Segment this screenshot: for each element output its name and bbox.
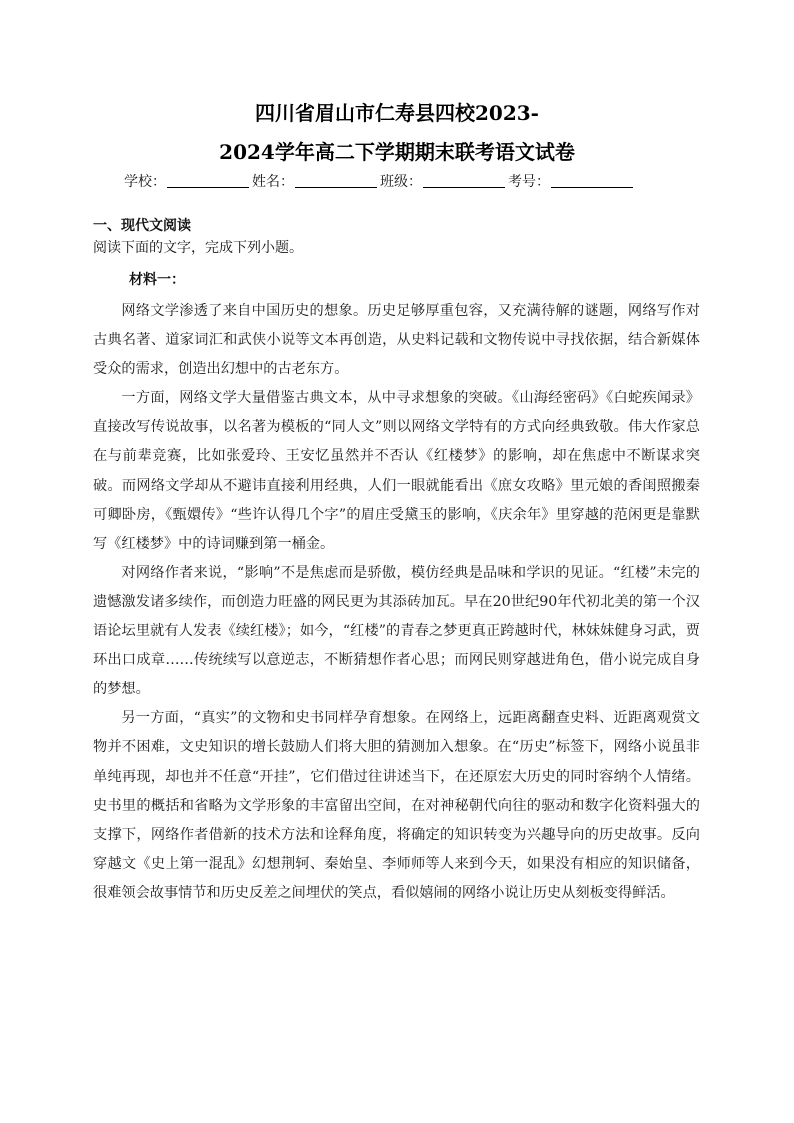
paragraph-2: 一方面，网络文学大量借鉴古典文本，从中寻求想象的突破。《山海经密码》《白蛇疾闻录》直接改写传说故事，以名著为模板的“同人文”则以网络文学特有的方式向经典致敬。伟大作家总在与前辈竞赛，比如张爱玲、王安忆虽然并不否认《红楼梦》的影响，却在焦虑中不断谋求突破。而网络文学却从不避讳直接利用经典，人们一眼就能看出《庶女攻略》里元娘的香闺照搬秦可卿卧房，《甄嬛传》“些许认得几个字”的眉庄受黛玉的影响，《庆余年》里穿越的范闲更是靠默写《红楼梦》中的诗词赚到第一桶金。 bbox=[93, 390, 700, 552]
reading-instruction: 阅读下面的文字，完成下列小题。 bbox=[93, 240, 303, 256]
paragraph-3: 对网络作者来说，“影响”不是焦虑而是骄傲，模仿经典是品味和学识的见证。“红楼”未完的遗憾激发诸多续作，而创造力旺盛的网民更为其添砖加瓦。早在20世纪90年代初北美的第一个汉语论坛里就有人发表《续红楼》；如今，“红楼”的青春之梦更真正跨越时代，林妹妹健身习武，贾环出口成章……传统续写以意逆志，不断猜想作者心思；而网民则穿越进角色，借小说完成自身的梦想。 bbox=[93, 564, 700, 698]
class-field bbox=[380, 170, 508, 194]
paragraph-4: 另一方面，“真实”的文物和史书同样孕育想象。在网络上，远距离翻查史料、近距离观赏文物并不困难，文史知识的增长鼓励人们将大胆的猜测加入想象。在“历史”标签下，网络小说虽非单纯再现，却也并不任意“开挂”，它们借过往讲述当下，在还原宏大历史的同时容纳个人情绪。史书里的概括和省略为文学形象的丰富留出空间，在对神秘朝代向往的驱动和数字化资料强大的支撑下，网络作者借新的技术方法和诠释角度，将确定的知识转变为兴趣导向的历史故事。反向穿越文《史上第一混乱》幻想荆轲、秦始皇、李师师等人来到今天，如果没有相应的知识储备，很难领会故事情节和历史反差之间埋伏的笑点，看似嬉闹的网络小说让历史从刻板变得鲜活。 bbox=[93, 710, 700, 901]
exam-title-line-2: 2024学年高二下学期期末联考语文试卷 bbox=[219, 140, 575, 164]
material-label: 材料一： bbox=[129, 272, 185, 288]
name-blank[interactable] bbox=[295, 173, 377, 188]
paragraph-1: 网络文学渗透了来自中国历史的想象。历史足够厚重包容，又充满待解的谜题，网络写作对古典名著、道家词汇和武侠小说等文本再创造，从史料记载和文物传说中寻找依据，结合新媒体受众的需求，创造出幻想中的古老东方。 bbox=[93, 303, 700, 378]
school-field bbox=[124, 170, 252, 194]
school-label: 学校： bbox=[124, 174, 166, 190]
school-blank[interactable] bbox=[167, 173, 249, 188]
exam-title-line-1: 四川省眉山市仁寿县四校2023- bbox=[255, 101, 539, 125]
class-label: 班级： bbox=[380, 174, 422, 190]
name-field bbox=[252, 170, 380, 194]
name-label: 姓名： bbox=[252, 174, 294, 190]
section-heading: 一、现代文阅读 bbox=[93, 218, 191, 234]
exam-number-field bbox=[508, 170, 636, 194]
exam-number-blank[interactable] bbox=[551, 173, 633, 188]
material-body bbox=[93, 297, 700, 908]
student-info-line bbox=[124, 170, 684, 194]
exam-number-label: 考号： bbox=[508, 174, 550, 190]
class-blank[interactable] bbox=[423, 173, 505, 188]
